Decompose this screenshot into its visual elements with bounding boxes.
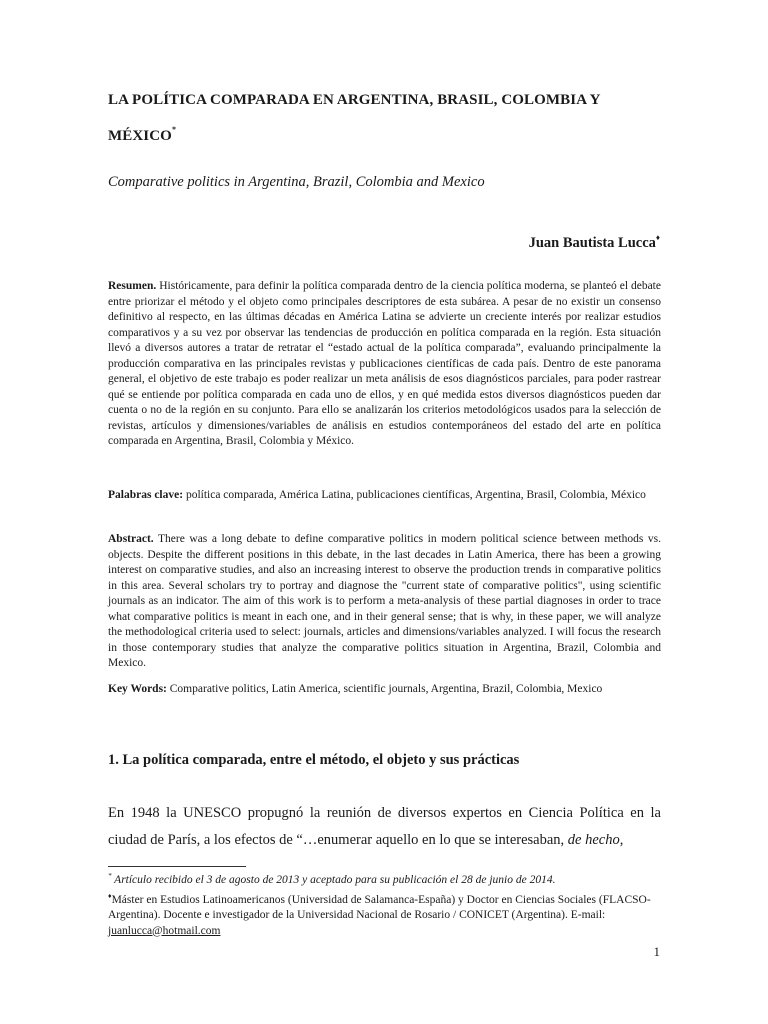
section-heading: 1. La política comparada, entre el método, el objeto y sus prácticas xyxy=(108,752,520,768)
paper-subtitle: Comparative politics in Argentina, Brazil, Colombia and Mexico xyxy=(108,174,485,190)
paper-title xyxy=(108,86,668,151)
author-name-text: Juan Bautista Lucca xyxy=(528,235,656,251)
resumen-paragraph xyxy=(108,279,661,450)
key-words-paragraph xyxy=(108,682,661,698)
body-paragraph xyxy=(108,800,661,854)
abstract-paragraph xyxy=(108,532,661,672)
title-footnote-marker: * xyxy=(171,125,177,134)
key-words-text: Comparative politics, Latin America, scientific journals, Argentina, Brazil, Colombia, Mexico xyxy=(166,683,603,695)
author-name xyxy=(529,228,660,253)
palabras-clave-text: política comparada, América Latina, publicaciones científicas, Argentina, Brasil, Colombia, México xyxy=(183,489,646,501)
page-number: 1 xyxy=(653,944,660,959)
footnote-2-marker: ♦ xyxy=(108,891,112,900)
footnotes xyxy=(108,869,661,939)
key-words-label: Key Words: xyxy=(108,683,167,695)
body-text: En 1948 la UNESCO propugnó la reunión de diversos expertos en Ciencia Política en la ciudad de París, a los efectos de “…enumerar aquello en lo que se interesaban, xyxy=(108,805,661,848)
footnote-1-text: Artículo recibido el 3 de agosto de 2013 y aceptado para su publicación el 28 de junio de 2014. xyxy=(111,874,556,886)
author-footnote-marker: ♦ xyxy=(655,233,660,242)
body-end: , xyxy=(619,832,624,848)
footnote-1-marker: * xyxy=(108,872,112,880)
footnote-2 xyxy=(108,889,661,940)
palabras-clave-label: Palabras clave: xyxy=(108,489,184,501)
title-line-2: MÉXICO xyxy=(108,128,172,144)
resumen-label: Resumen. xyxy=(108,280,157,292)
email-link[interactable]: juanlucca@hotmail.com xyxy=(108,924,221,937)
footnote-2-text: Máster en Estudios Latinoamericanos (Universidad de Salamanca-España) y Doctor en Ciencias Sociales (FLACSO-Argentina). Docente e investigador de la Universidad Nacional de Rosario / CONICET (Argentina). E-mail: xyxy=(108,893,651,921)
body-italic-text: de hecho xyxy=(567,832,620,848)
abstract-label: Abstract. xyxy=(108,533,154,545)
footnote-separator xyxy=(108,866,246,867)
footnote-1 xyxy=(108,869,661,889)
abstract-text: There was a long debate to define comparative politics in modern political science between methods vs. objects. Despite the different positions in this debate, in the last decades in Latin America, there has been a growing interest on comparative studies, and also an increasing interest to observe the production trends in comparative politics in this area. Several scholars try to portray and diagnose the "current state of comparative politics", using scientific journals as an indicator. The aim of this work is to perform a meta-analysis of these partial diagnoses in order to trace what comparative politics is meant in each one, and in their general sense; that is why, in these paper, we will analyze the methodological criteria used to select: journals, articles and dimensions/variables analyzed. I will focus the research in those contemporary studies that analyze the comparative politics situation in Argentina, Brazil, Colombia and Mexico. xyxy=(108,533,661,669)
resumen-text: Históricamente, para definir la política comparada dentro de la ciencia política moderna, se planteó el debate entre priorizar el método y el objeto como principales descriptores de esta subárea. A pesar de no existir un consenso definitivo al respecto, en las últimas décadas en América Latina se advierte un creciente interés por realizar estudios comparativos y a su vez por observar las tendencias de producción en política comparada en la región. Esta situación llevó a diversos autores a tratar de retratar el “estado actual de la política comparada”, evaluando principalmente la producción comparativa en las principales revistas y publicaciones científicas de cada país. Dentro de este panorama general, el objetivo de este trabajo es poder realizar un meta análisis de esos diagnósticos parciales, para poder rastrear qué se entiende por política comparada en cada uno de ellos, y en qué medida estos diversos diagnósticos pueden dar cuenta o no de la región en su conjunto. Para ello se analizarán los criterios metodológicos usados para la selección de revistas, artículos y dimensiones/variables de análisis en estudios contemporáneos del estado del arte en política comparada en Argentina, Brasil, Colombia y México. xyxy=(108,280,661,447)
title-line-1: LA POLÍTICA COMPARADA EN ARGENTINA, BRASIL, COLOMBIA Y xyxy=(108,92,601,108)
palabras-clave-paragraph xyxy=(108,488,661,504)
